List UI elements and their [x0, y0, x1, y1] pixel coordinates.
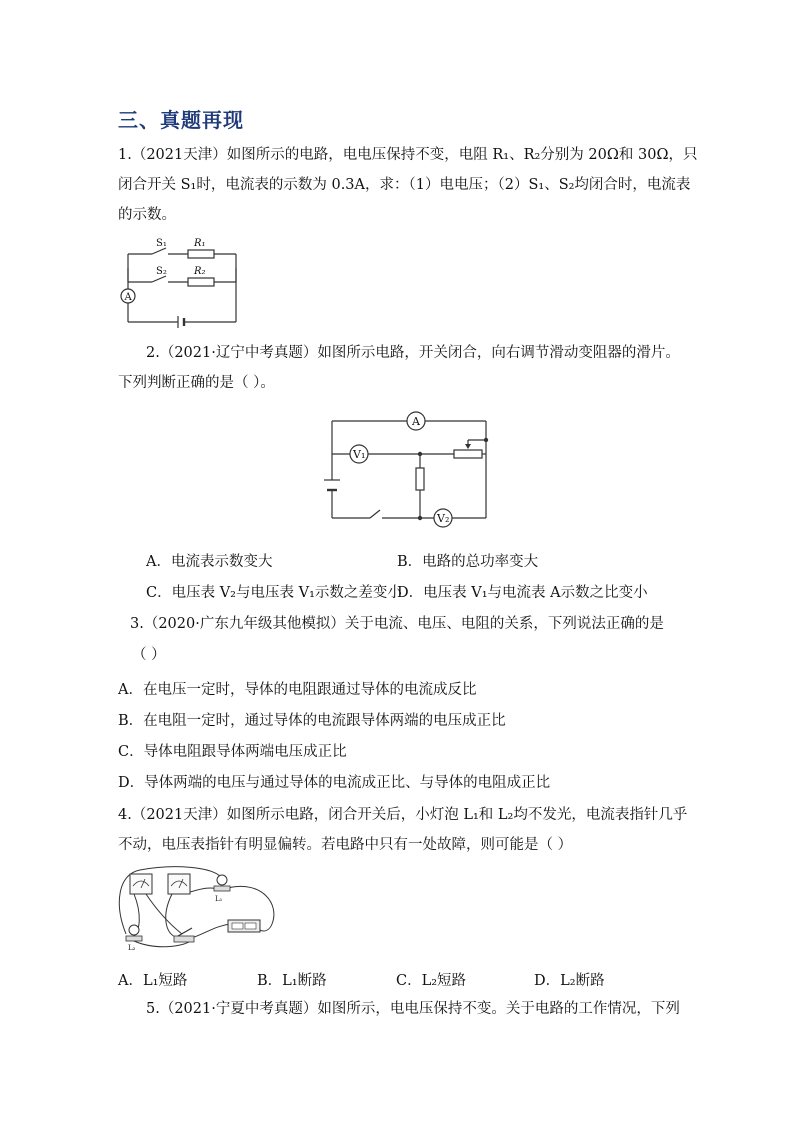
q3-option-a: A．在电压一定时，导体的电阻跟通过导体的电流成反比	[118, 682, 477, 698]
q2-option-b: B．电路的总功率变大	[397, 554, 539, 570]
q4-l2-label: L₂	[128, 944, 136, 952]
q3-option-c: C．导体电阻跟导体两端电压成正比	[118, 744, 347, 760]
section-title: 三、真题再现	[118, 108, 244, 132]
q4-option-b: B．L₁断路	[257, 973, 327, 989]
q2-v1-label: V₁	[353, 448, 366, 461]
q3-option-d: D．导体两端的电压与通过导体的电流成正比、与导体的电阻成正比	[118, 775, 551, 791]
q4-circuit-illustration	[112, 864, 282, 952]
q2-text-line2: 下列判断正确的是（ ）。	[118, 375, 275, 391]
q2-ammeter-label: A	[412, 415, 420, 428]
q1-ammeter-label: A	[124, 292, 132, 303]
q1-r2-label: R₂	[194, 266, 206, 277]
q4-option-c: C．L₂短路	[396, 973, 467, 989]
q4-text-line1: 4.（2021天津）如图所示电路，闭合开关后，小灯泡 L₁和 L₂均不发光，电流表指针几乎	[118, 807, 688, 823]
q3-text-line1: 3.（2020·广东九年级其他模拟）关于电流、电压、电阻的关系，下列说法正确的是	[130, 616, 664, 632]
q4-text-line2: 不动，电压表指针有明显偏转。若电路中只有一处故障，则可能是（ ）	[118, 837, 573, 853]
q2-option-a: A．电流表示数变大	[146, 554, 273, 570]
q4-l1-label: L₁	[215, 895, 223, 903]
q1-r1-label: R₁	[194, 238, 206, 249]
q2-circuit-diagram	[322, 406, 494, 530]
q1-s1-label: S₁	[156, 238, 167, 249]
q1-text-line1: 1.（2021天津）如图所示的电路，电电压保持不变，电阻 R₁、R₂分别为 20Ω和 30Ω，只	[118, 147, 698, 163]
q2-option-c: C．电压表 V₂与电压表 V₁示数之差变小	[146, 585, 402, 601]
q1-text-line3: 的示数。	[118, 207, 176, 223]
q2-v2-label: V₂	[437, 512, 450, 525]
q1-s2-label: S₂	[156, 266, 167, 277]
q2-option-d: D．电压表 V₁与电流表 A示数之比变小	[397, 585, 648, 601]
q1-text-line2: 闭合开关 S₁时，电流表的示数为 0.3A，求：（1）电电压；（2）S₁、S₂均闭合时，电流表	[118, 177, 691, 193]
q4-option-a: A．L₁短路	[118, 973, 188, 989]
q4-option-d: D．L₂断路	[534, 973, 605, 989]
q2-text-line1: 2.（2021·辽宁中考真题）如图所示电路，开关闭合，向右调节滑动变阻器的滑片。	[146, 345, 680, 361]
q5-text-line1: 5.（2021·宁夏中考真题）如图所示，电电压保持不变。关于电路的工作情况，下列	[146, 1001, 680, 1017]
q1-circuit-diagram	[112, 236, 248, 332]
q3-option-b: B．在电阻一定时，通过导体的电流跟导体两端的电压成正比	[118, 713, 506, 729]
q3-text-line2: （ ）	[132, 647, 166, 663]
